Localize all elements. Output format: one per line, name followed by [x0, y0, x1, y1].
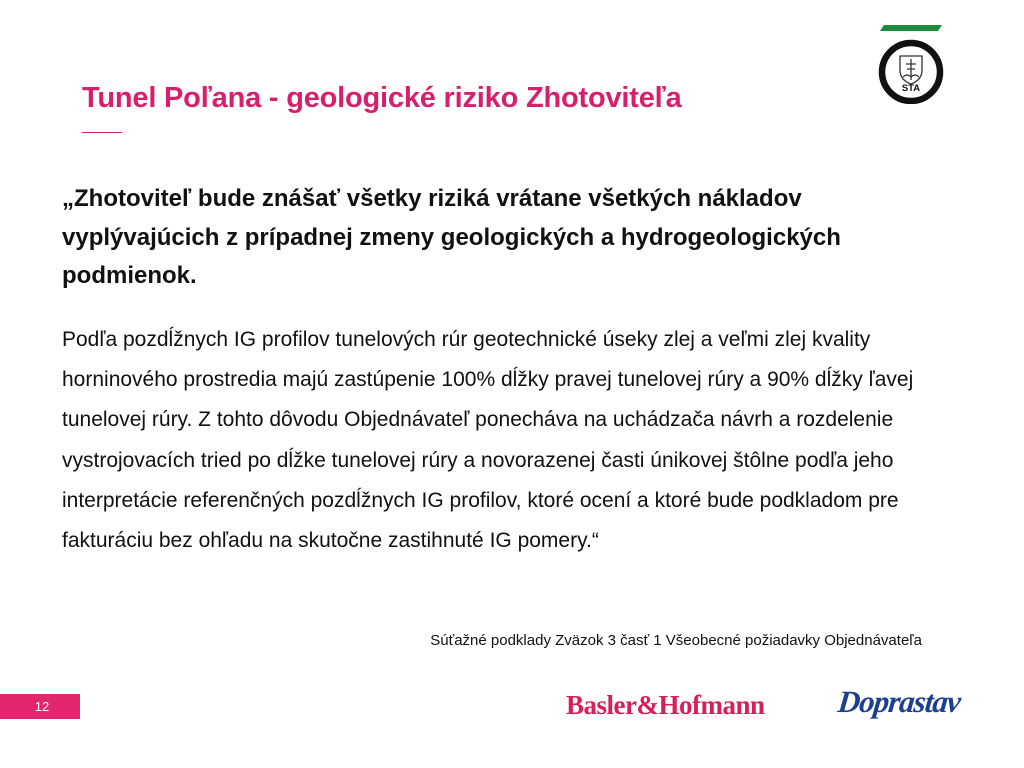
body-paragraph: Podľa pozdĺžnych IG profilov tunelových rúr geotechnické úseky zlej a veľmi zlej kvality horninového prostredia majú zastúpenie 100% dĺžky pravej tunelovej rúry a 90% dĺžky ľavej tunelovej rúry. Z tohto dôvodu Objednávateľ ponecháva na uchádzača návrh a rozdelenie vystrojovacích tried po dĺžke tunelovej rúry a novorazenej časti únikovej štôlne podľa jeho interpretácie referenčných pozdĺžnych IG profilov, ktoré ocení a ktoré bude podkladom pre fakturáciu bez ohľadu na skutočne zastihnuté IG pomery.“	[62, 328, 914, 553]
sta-logo-text: STA	[901, 83, 921, 94]
quote-lead: „Zhotoviteľ bude znášať všetky riziká vrátane všetkých nákladov vyplývajúcich z prípadnej zmeny geologických a hydrogeologických podmienok.	[62, 185, 841, 289]
sta-logo-icon	[876, 22, 946, 104]
slide-title: Tunel Poľana - geologické riziko Zhotoviteľa	[82, 82, 682, 114]
title-underline	[82, 132, 122, 133]
page-number-badge: 12	[0, 694, 80, 719]
basler-hofmann-logo: Basler&Hofmann	[566, 690, 765, 720]
source-citation: Súťažné podklady Zväzok 3 časť 1 Všeobecné požiadavky Objednávateľa	[430, 632, 922, 649]
dopravstav-logo: Doprastav	[836, 684, 962, 719]
